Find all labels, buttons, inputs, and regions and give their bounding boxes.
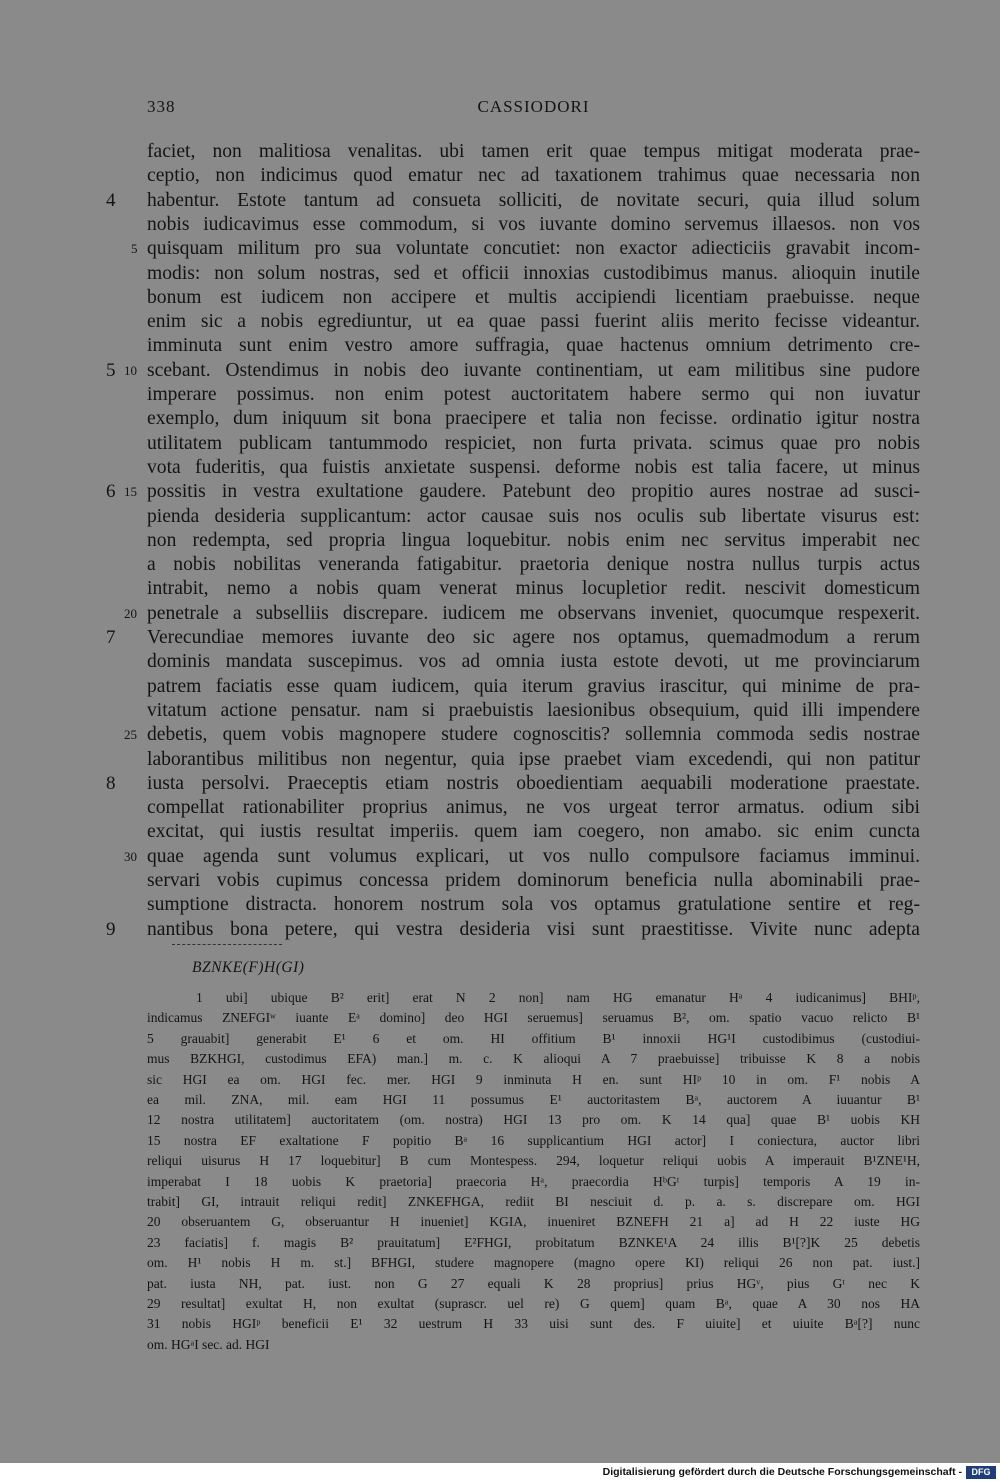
text-line: sumptione distracta. honorem nostrum sola vos optamus gratulatione sentire et reg- (147, 894, 920, 916)
apparatus-line: trabit] GI, intrauit reliqui redit] ZNKEFHGA, rediit BI nesciuit d. p. a. s. discrepare om. HGI (147, 1194, 920, 1209)
text-line: nantibus bona petere, qui vestra desideria visi sunt praestitisse. Vivite nunc adepta (147, 918, 920, 940)
apparatus-line: ea mil. ZNA, mil. eam HGI 11 possumus E¹ auctoritastem Bᵃ, auctorem A iuuantur B¹ (147, 1092, 920, 1107)
text-line: utilitatem publicam tantummodo respiciet, non furta privata. scimus quae pro nobis (147, 432, 920, 454)
section-number: 8 (106, 772, 116, 794)
text-line: vota fuderitis, qua fuistis anxietate suspensi. deforme nobis est talia facere, ut minus (147, 456, 920, 478)
apparatus-line: 29 resultat] exultat H, non exultat (suprascr. uel re) G quem] quam Bᵃ, quae A 30 nos HA (147, 1296, 920, 1311)
apparatus-line: 5 grauabit] generabit E¹ 6 et om. HI offitium B¹ innoxii HG¹I custodibimus (custodiui- (147, 1030, 920, 1046)
text-line: nobis iudicavimus esse commodum, si vos iuvante domino servemus illaesos. non vos (147, 213, 920, 235)
running-head: CASSIODORI (477, 97, 590, 116)
apparatus-line: om. H¹ nobis H m. st.] BFHGI, studere magnopere (magno opere KI) reliqui 26 non pat. iust.] (147, 1255, 920, 1271)
apparatus-line: reliqui uisurus H 17 loquebitur] B cum Montespess. 294, loquetur reliqui uobis A imperauit B¹ZNE¹H, (147, 1153, 920, 1169)
line-number: 15 (124, 484, 137, 500)
apparatus-line: 20 obseruantem G, obseruantur H inueniet] KGIA, inueniret BZNEFH 21 a] ad H 22 iuste HG (147, 1214, 920, 1230)
apparatus-line: 1 ubi] ubique B² erit] erat N 2 non] nam HG emanatur Hᵃ 4 iudicanimus] BHIᵖ, (196, 990, 920, 1005)
page-header (147, 97, 920, 121)
page-number: 338 (147, 97, 176, 116)
line-number: 10 (124, 362, 137, 378)
apparatus-line: 23 faciatis] f. magis B² prauitatum] E²FHGI, probitatum BZNKE¹A 24 illis B¹[?]K 25 debetis (147, 1234, 920, 1250)
line-number: 25 (124, 727, 137, 743)
text-line: faciet, non malitiosa venalitas. ubi tamen erit quae tempus mitigat moderata prae- (147, 141, 920, 162)
text-line: bonum est iudicem non accipere et multis accipiendi licentiam praebuisse. neque (147, 286, 920, 308)
apparatus-line: 12 nostra utilitatem] auctoritatem (om. nostra) HGI 13 pro om. K 14 qua] quae B¹ uobis KH (147, 1112, 920, 1128)
text-line: penetrale a subselliis discrepare. iudicem me observans inveniet, quocumque respexerit. (147, 602, 920, 624)
text-line: compellat rationabiliter proprius animus, ne vos urgeat terror armatus. odium sibi (147, 797, 920, 819)
section-number: 5 (106, 359, 116, 381)
text-line: a nobis nobilitas veneranda fatigabitur. praetoria denique nostra nullus turpis actus (147, 554, 920, 576)
text-line: vitatum actione pensatur. nam si praebuistis laesionibus obsequium, quid illi impendere (147, 699, 920, 721)
footer-credit: Digitalisierung gefördert durch die Deutsche Forschungsgemeinschaft - (602, 1466, 962, 1478)
text-line: imperare possimus. non enim potest auctoritatem habere sermo qui non iuvatur (147, 384, 920, 405)
text-line: servari vobis cupimus concessa pridem dominorum beneficia nulla abominabili prae- (147, 870, 920, 891)
section-number: 7 (106, 627, 116, 648)
text-line: laborantibus militibus non negentur, quia ipse praebet viam excedendi, qui non patitur (147, 748, 920, 770)
text-line: scebant. Ostendimus in nobis deo iuvante continentiam, ut eam militibus sine pudore (147, 359, 920, 381)
text-line: patrem faciatis esse quam iudicem, quia iterum gravius irascitur, qui minime de pra- (147, 675, 920, 697)
footnote-rule (172, 944, 282, 945)
text-line: habentur. Estote tantum ad consueta solliciti, de novitate securi, quia illud solum (147, 189, 920, 211)
section-number: 4 (106, 189, 116, 211)
apparatus-sigla: BZNKE(F)H(GI) (192, 959, 305, 976)
text-line: pienda desideria supplicantum: actor causae suis nos oculis sub libertate visurus est: (147, 505, 920, 527)
text-line: intrabit, nemo a nobis quam venerat minus locupletior redit. nescivit domesticum (147, 578, 920, 600)
apparatus-line: 31 nobis HGIᵖ beneficii E¹ 32 uestrum H 33 uisi sunt des. F uiuite] et uiuite Bᵃ[?] nunc (147, 1316, 920, 1332)
text-line: exemplo, dum iniquum sit bona praecipere et talia non fecisse. ordinatio igitur nostra (147, 408, 920, 430)
text-line: Verecundiae memores iuvante deo sic agere nos optamus, quemadmodum a rerum (147, 627, 920, 648)
apparatus-line: om. HGᵃI sec. ad. HGI (147, 1336, 270, 1352)
section-number: 9 (106, 918, 116, 940)
apparatus-line: imperabat I 18 uobis K praetoria] praecoria Hᵃ, praecordia HᵇGᵗ turpis] temporis A 19 in- (147, 1173, 920, 1189)
line-number: 20 (124, 605, 137, 621)
text-line: ceptio, non indicimus quod ematur nec ad taxationem trahimus quae necessaria non (147, 165, 920, 187)
dfg-logo: DFG (966, 1466, 996, 1479)
apparatus-line: mus BZKHGI, custodimus EFA) man.] m. c. K alioqui A 7 praebuisse] tribuisse K 8 a nobis (147, 1051, 920, 1067)
text-line: debetis, quem vobis magnopere studere cognoscitis? sollemnia commoda sedis nostrae (147, 724, 920, 746)
text-line: quisquam militum pro sua voluntate concutiet: non exactor adiecticiis gravabit incom- (147, 238, 920, 260)
section-number: 6 (106, 481, 116, 503)
apparatus-line: pat. iusta NH, pat. iust. non G 27 equali K 28 proprius] prius HGᵛ, pius Gᵗ nec K (147, 1275, 920, 1291)
text-line: iusta persolvi. Praeceptis etiam nostris oboedientiam aequabili moderatione praestate. (147, 772, 920, 794)
line-number: 5 (131, 241, 138, 257)
text-line: imminuta sunt enim vestro amore suffragia, quae hactenus omnium detrimento cre- (147, 335, 920, 357)
text-line: possitis in vestra exultatione gaudere. Patebunt deo propitio aures nostrae ad susci- (147, 481, 920, 503)
text-line: quae agenda sunt volumus explicari, ut vos nullo compulsore faciamus imminui. (147, 845, 920, 867)
apparatus-line: indicamus ZNEFGIʷ iuante Eᵃ domino] deo HGI seruemus] seruamus B², om. spatio vacuo relicto B¹ (147, 1010, 920, 1026)
text-line: modis: non solum nostras, sed et officii innoxias custodibimus manus. alioquin inutile (147, 262, 920, 284)
apparatus-line: 15 nostra EF exaltatione F popitio Bᵃ 16 supplicantium HGI actor] I coniectura, auctor libri (147, 1132, 920, 1148)
text-line: excitat, qui iustis resultat imperiis. quem iam coegero, non amabo. sic enim cuncta (147, 821, 920, 843)
text-line: non redempta, sed propria lingua loquebitur. nobis enim nec servitus imperabit nec (147, 529, 920, 551)
text-line: dominis mandata suscepimus. vos ad omnia iusta estote devoti, ut me provinciarum (147, 651, 920, 673)
text-line: enim sic a nobis egrediuntur, ut ea quae passi fuerint aliis merito fecisse videantur. (147, 311, 920, 333)
line-number: 30 (124, 848, 137, 864)
apparatus-line: sic HGI ea om. HGI fec. mer. HGI 9 inminuta H en. sunt HIᵖ 10 in om. F¹ nobis A (147, 1071, 920, 1087)
